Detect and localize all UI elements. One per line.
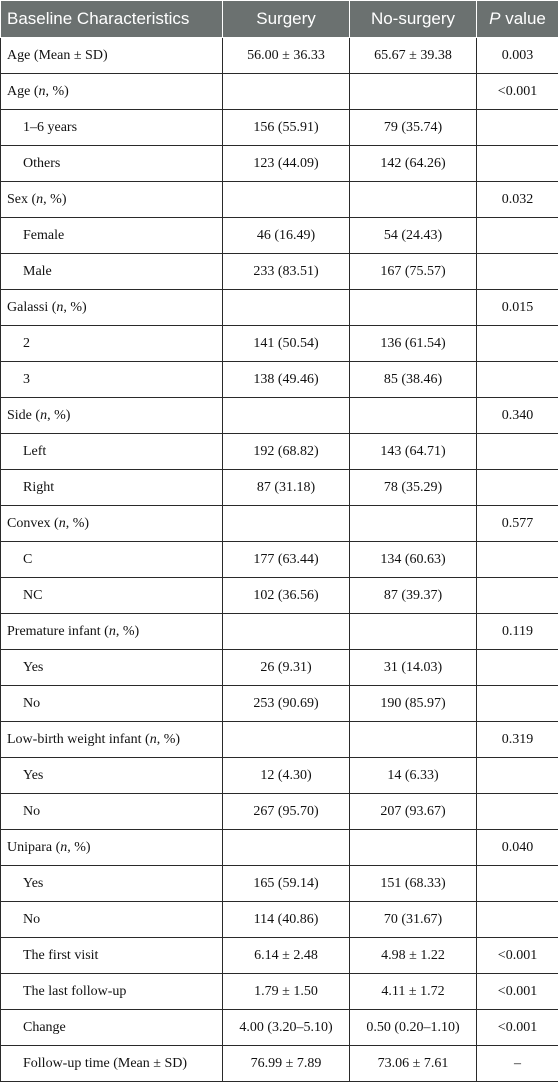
cell-p-value: –	[477, 1046, 558, 1082]
cell-p-value	[477, 794, 558, 830]
row-label	[1, 830, 223, 866]
cell-p-value: 0.015	[477, 290, 558, 326]
table-row	[1, 470, 558, 506]
cell-surgery: 253 (90.69)	[223, 686, 350, 722]
cell-no-surgery: 65.67 ± 39.38	[350, 38, 477, 74]
cell-p-value	[477, 362, 558, 398]
row-label: Female	[1, 218, 223, 254]
row-label-n: n	[58, 515, 66, 531]
row-label: Male	[1, 254, 223, 290]
table-row	[1, 938, 558, 974]
cell-surgery: 6.14 ± 2.48	[223, 938, 350, 974]
row-label-prefix: Unipara (	[7, 839, 61, 855]
cell-p-value	[477, 866, 558, 902]
header-surgery: Surgery	[223, 1, 350, 38]
cell-no-surgery	[350, 74, 477, 110]
cell-no-surgery	[350, 506, 477, 542]
cell-p-value: 0.119	[477, 614, 558, 650]
cell-surgery	[223, 830, 350, 866]
cell-p-value: 0.040	[477, 830, 558, 866]
row-label-n: n	[60, 839, 68, 855]
table-row	[1, 434, 558, 470]
cell-surgery	[223, 182, 350, 218]
cell-no-surgery: 167 (75.57)	[350, 254, 477, 290]
row-label-suffix: , %)	[43, 191, 67, 207]
cell-p-value: 0.340	[477, 398, 558, 434]
row-label: Follow-up time (Mean ± SD)	[1, 1046, 223, 1082]
cell-surgery: 233 (83.51)	[223, 254, 350, 290]
row-label	[1, 398, 223, 434]
header-no-surgery: No-surgery	[350, 1, 477, 38]
cell-no-surgery: 0.50 (0.20–1.10)	[350, 1010, 477, 1046]
table-row	[1, 578, 558, 614]
row-label-prefix: Convex (	[7, 515, 59, 531]
row-label-n: n	[149, 731, 157, 747]
cell-no-surgery	[350, 614, 477, 650]
row-label: Left	[1, 434, 223, 470]
cell-surgery	[223, 290, 350, 326]
cell-no-surgery: 4.11 ± 1.72	[350, 974, 477, 1010]
cell-no-surgery: 136 (61.54)	[350, 326, 477, 362]
row-label: Yes	[1, 650, 223, 686]
cell-no-surgery: 142 (64.26)	[350, 146, 477, 182]
table-header-row	[1, 1, 558, 38]
cell-surgery: 165 (59.14)	[223, 866, 350, 902]
row-label: No	[1, 794, 223, 830]
cell-no-surgery: 143 (64.71)	[350, 434, 477, 470]
row-label-n: n	[38, 83, 46, 99]
row-label-prefix: Low-birth weight infant (	[7, 731, 150, 747]
table-row	[1, 506, 558, 542]
table-row	[1, 902, 558, 938]
row-label	[1, 506, 223, 542]
row-label-n: n	[108, 623, 116, 639]
row-label-n: n	[36, 191, 44, 207]
cell-no-surgery	[350, 182, 477, 218]
cell-no-surgery: 134 (60.63)	[350, 542, 477, 578]
cell-surgery	[223, 722, 350, 758]
cell-no-surgery: 87 (39.37)	[350, 578, 477, 614]
row-label: No	[1, 686, 223, 722]
row-label	[1, 290, 223, 326]
row-label: Yes	[1, 866, 223, 902]
cell-p-value	[477, 902, 558, 938]
table-row	[1, 830, 558, 866]
row-label: The last follow-up	[1, 974, 223, 1010]
cell-no-surgery	[350, 290, 477, 326]
cell-surgery: 177 (63.44)	[223, 542, 350, 578]
cell-p-value: <0.001	[477, 938, 558, 974]
cell-p-value: 0.577	[477, 506, 558, 542]
cell-no-surgery: 31 (14.03)	[350, 650, 477, 686]
cell-surgery	[223, 398, 350, 434]
cell-p-value	[477, 578, 558, 614]
header-baseline-characteristics: Baseline Characteristics	[1, 1, 223, 38]
header-p-letter: P	[489, 9, 501, 28]
row-label: Age (Mean ± SD)	[1, 38, 223, 74]
cell-p-value	[477, 542, 558, 578]
table-row	[1, 614, 558, 650]
row-label-prefix: Side (	[7, 407, 41, 423]
table-row	[1, 290, 558, 326]
table-row	[1, 218, 558, 254]
table-body	[1, 38, 558, 1082]
row-label-suffix: , %)	[47, 407, 71, 423]
table-row	[1, 722, 558, 758]
cell-no-surgery: 14 (6.33)	[350, 758, 477, 794]
cell-no-surgery: 190 (85.97)	[350, 686, 477, 722]
table-row	[1, 794, 558, 830]
row-label: No	[1, 902, 223, 938]
cell-surgery	[223, 74, 350, 110]
cell-surgery: 87 (31.18)	[223, 470, 350, 506]
cell-p-value	[477, 218, 558, 254]
row-label: Others	[1, 146, 223, 182]
table-row	[1, 758, 558, 794]
cell-surgery: 123 (44.09)	[223, 146, 350, 182]
cell-no-surgery	[350, 830, 477, 866]
cell-surgery: 4.00 (3.20–5.10)	[223, 1010, 350, 1046]
cell-p-value	[477, 686, 558, 722]
row-label: 2	[1, 326, 223, 362]
cell-p-value: <0.001	[477, 74, 558, 110]
cell-p-value	[477, 470, 558, 506]
table-row	[1, 74, 558, 110]
table-row	[1, 866, 558, 902]
cell-p-value	[477, 758, 558, 794]
row-label-prefix: Premature infant (	[7, 623, 109, 639]
cell-surgery	[223, 506, 350, 542]
cell-surgery: 102 (36.56)	[223, 578, 350, 614]
row-label-suffix: , %)	[63, 299, 87, 315]
row-label: Yes	[1, 758, 223, 794]
row-label-suffix: , %)	[115, 623, 140, 639]
table-row	[1, 38, 558, 74]
cell-no-surgery: 54 (24.43)	[350, 218, 477, 254]
cell-p-value: 0.003	[477, 38, 558, 74]
cell-no-surgery: 151 (68.33)	[350, 866, 477, 902]
row-label: 1–6 years	[1, 110, 223, 146]
cell-surgery	[223, 614, 350, 650]
row-label: 3	[1, 362, 223, 398]
cell-no-surgery	[350, 722, 477, 758]
table-row	[1, 1010, 558, 1046]
cell-surgery: 156 (55.91)	[223, 110, 350, 146]
cell-p-value: <0.001	[477, 974, 558, 1010]
cell-surgery: 56.00 ± 36.33	[223, 38, 350, 74]
cell-p-value	[477, 434, 558, 470]
table-row	[1, 398, 558, 434]
row-label-suffix: , %)	[65, 515, 90, 531]
cell-surgery: 1.79 ± 1.50	[223, 974, 350, 1010]
row-label-suffix: , %)	[156, 731, 181, 747]
cell-p-value: <0.001	[477, 1010, 558, 1046]
table-row	[1, 182, 558, 218]
cell-p-value	[477, 254, 558, 290]
cell-surgery: 46 (16.49)	[223, 218, 350, 254]
cell-no-surgery: 70 (31.67)	[350, 902, 477, 938]
cell-p-value	[477, 326, 558, 362]
cell-no-surgery	[350, 398, 477, 434]
table-row	[1, 542, 558, 578]
cell-p-value	[477, 146, 558, 182]
cell-no-surgery: 4.98 ± 1.22	[350, 938, 477, 974]
cell-surgery: 26 (9.31)	[223, 650, 350, 686]
cell-p-value	[477, 110, 558, 146]
cell-p-value: 0.319	[477, 722, 558, 758]
table-row	[1, 146, 558, 182]
cell-surgery: 141 (50.54)	[223, 326, 350, 362]
cell-surgery: 138 (49.46)	[223, 362, 350, 398]
row-label-suffix: , %)	[67, 839, 91, 855]
row-label-n: n	[40, 407, 48, 423]
cell-no-surgery: 85 (38.46)	[350, 362, 477, 398]
row-label-prefix: Sex (	[7, 191, 37, 207]
row-label	[1, 614, 223, 650]
row-label-suffix: , %)	[45, 83, 69, 99]
row-label	[1, 182, 223, 218]
row-label: Right	[1, 470, 223, 506]
table-row	[1, 686, 558, 722]
cell-no-surgery: 78 (35.29)	[350, 470, 477, 506]
row-label-n: n	[56, 299, 64, 315]
cell-surgery: 12 (4.30)	[223, 758, 350, 794]
header-p-value	[477, 1, 558, 38]
table-row	[1, 326, 558, 362]
row-label: Change	[1, 1010, 223, 1046]
table-row	[1, 362, 558, 398]
cell-surgery: 114 (40.86)	[223, 902, 350, 938]
row-label-prefix: Galassi (	[7, 299, 57, 315]
table-row	[1, 974, 558, 1010]
cell-no-surgery: 73.06 ± 7.61	[350, 1046, 477, 1082]
row-label: The first visit	[1, 938, 223, 974]
cell-no-surgery: 207 (93.67)	[350, 794, 477, 830]
cell-surgery: 192 (68.82)	[223, 434, 350, 470]
row-label	[1, 74, 223, 110]
row-label-prefix: Age (	[7, 83, 39, 99]
cell-surgery: 76.99 ± 7.89	[223, 1046, 350, 1082]
row-label: NC	[1, 578, 223, 614]
cell-surgery: 267 (95.70)	[223, 794, 350, 830]
cell-p-value	[477, 650, 558, 686]
table-row	[1, 650, 558, 686]
cell-p-value: 0.032	[477, 182, 558, 218]
header-p-word: value	[505, 9, 546, 28]
table-row	[1, 254, 558, 290]
table-row	[1, 110, 558, 146]
row-label	[1, 722, 223, 758]
table-row	[1, 1046, 558, 1082]
row-label: C	[1, 542, 223, 578]
cell-no-surgery: 79 (35.74)	[350, 110, 477, 146]
